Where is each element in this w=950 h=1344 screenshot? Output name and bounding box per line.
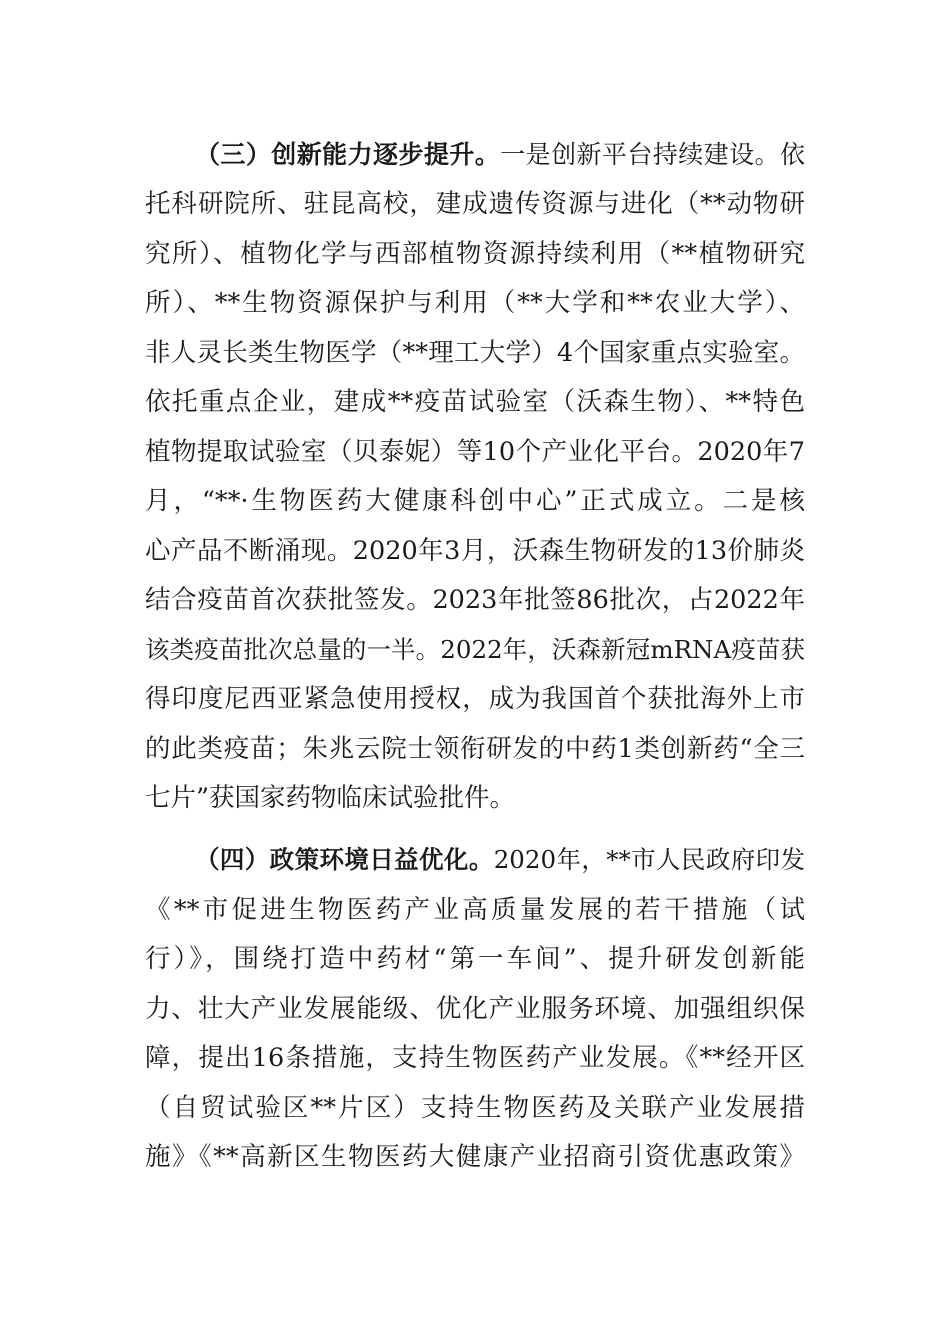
section4-line-2: 《**市促进生物医药产业高质量发展的若干措施（试 [145, 895, 805, 925]
section3-heading: （三）创新能力逐步提升。 [195, 140, 501, 169]
section3-line-1 [195, 137, 805, 173]
section3-line-6: 依托重点企业，建成**疫苗试验室（沃森生物）、**特色 [145, 387, 805, 417]
section4-line-7: 施》《**高新区生物医药大健康产业招商引资优惠政策》 [145, 1142, 805, 1172]
section4-line-1 [195, 842, 805, 878]
section3-line-2: 托科研院所、驻昆高校，建成遗传资源与进化（**动物研 [145, 189, 805, 219]
section3-line-5: 非人灵长类生物医学（**理工大学）4个国家重点实验室。 [145, 338, 805, 368]
section4-line-3: 行）》，围绕打造中药材“第一车间”、提升研发创新能 [145, 944, 805, 974]
section3-line-8: 月，“**·生物医药大健康科创中心”正式成立。二是核 [145, 486, 805, 516]
section3-line-11: 该类疫苗批次总量的一半。2022年，沃森新冠mRNA疫苗获 [145, 635, 805, 664]
section3-line-7: 植物提取试验室（贝泰妮）等10个产业化平台。2020年7 [145, 437, 805, 467]
section4-line-6: （自贸试验区**片区）支持生物医药及关联产业发展措 [145, 1093, 805, 1123]
section3-line-14: 七片”获国家药物临床试验批件。 [145, 783, 516, 813]
section3-line-4: 所）、**生物资源保护与利用（**大学和**农业大学）、 [145, 288, 805, 318]
section3-line-12: 得印度尼西亚紧急使用授权，成为我国首个获批海外上市 [145, 684, 805, 714]
section4-line-1-text: 2020年，**市人民政府印发 [493, 845, 805, 874]
section4-line-5: 障，提出16条措施，支持生物医药产业发展。《**经开区 [145, 1043, 805, 1073]
section3-line-1-text: 一是创新平台持续建设。依 [500, 140, 805, 169]
section4-line-4: 力、壮大产业发展能级、优化产业服务环境、加强组织保 [145, 994, 805, 1024]
section3-line-10: 结合疫苗首次获批签发。2023年批签86批次，占2022年 [145, 585, 805, 615]
section3-line-13: 的此类疫苗；朱兆云院士领衔研发的中药1类创新药“全三 [145, 734, 805, 764]
section3-line-9: 心产品不断涌现。2020年3月，沃森生物研发的13价肺炎 [145, 536, 805, 566]
section4-heading: （四）政策环境日益优化。 [195, 845, 494, 874]
section3-line-3: 究所）、植物化学与西部植物资源持续利用（**植物研究 [145, 239, 805, 269]
